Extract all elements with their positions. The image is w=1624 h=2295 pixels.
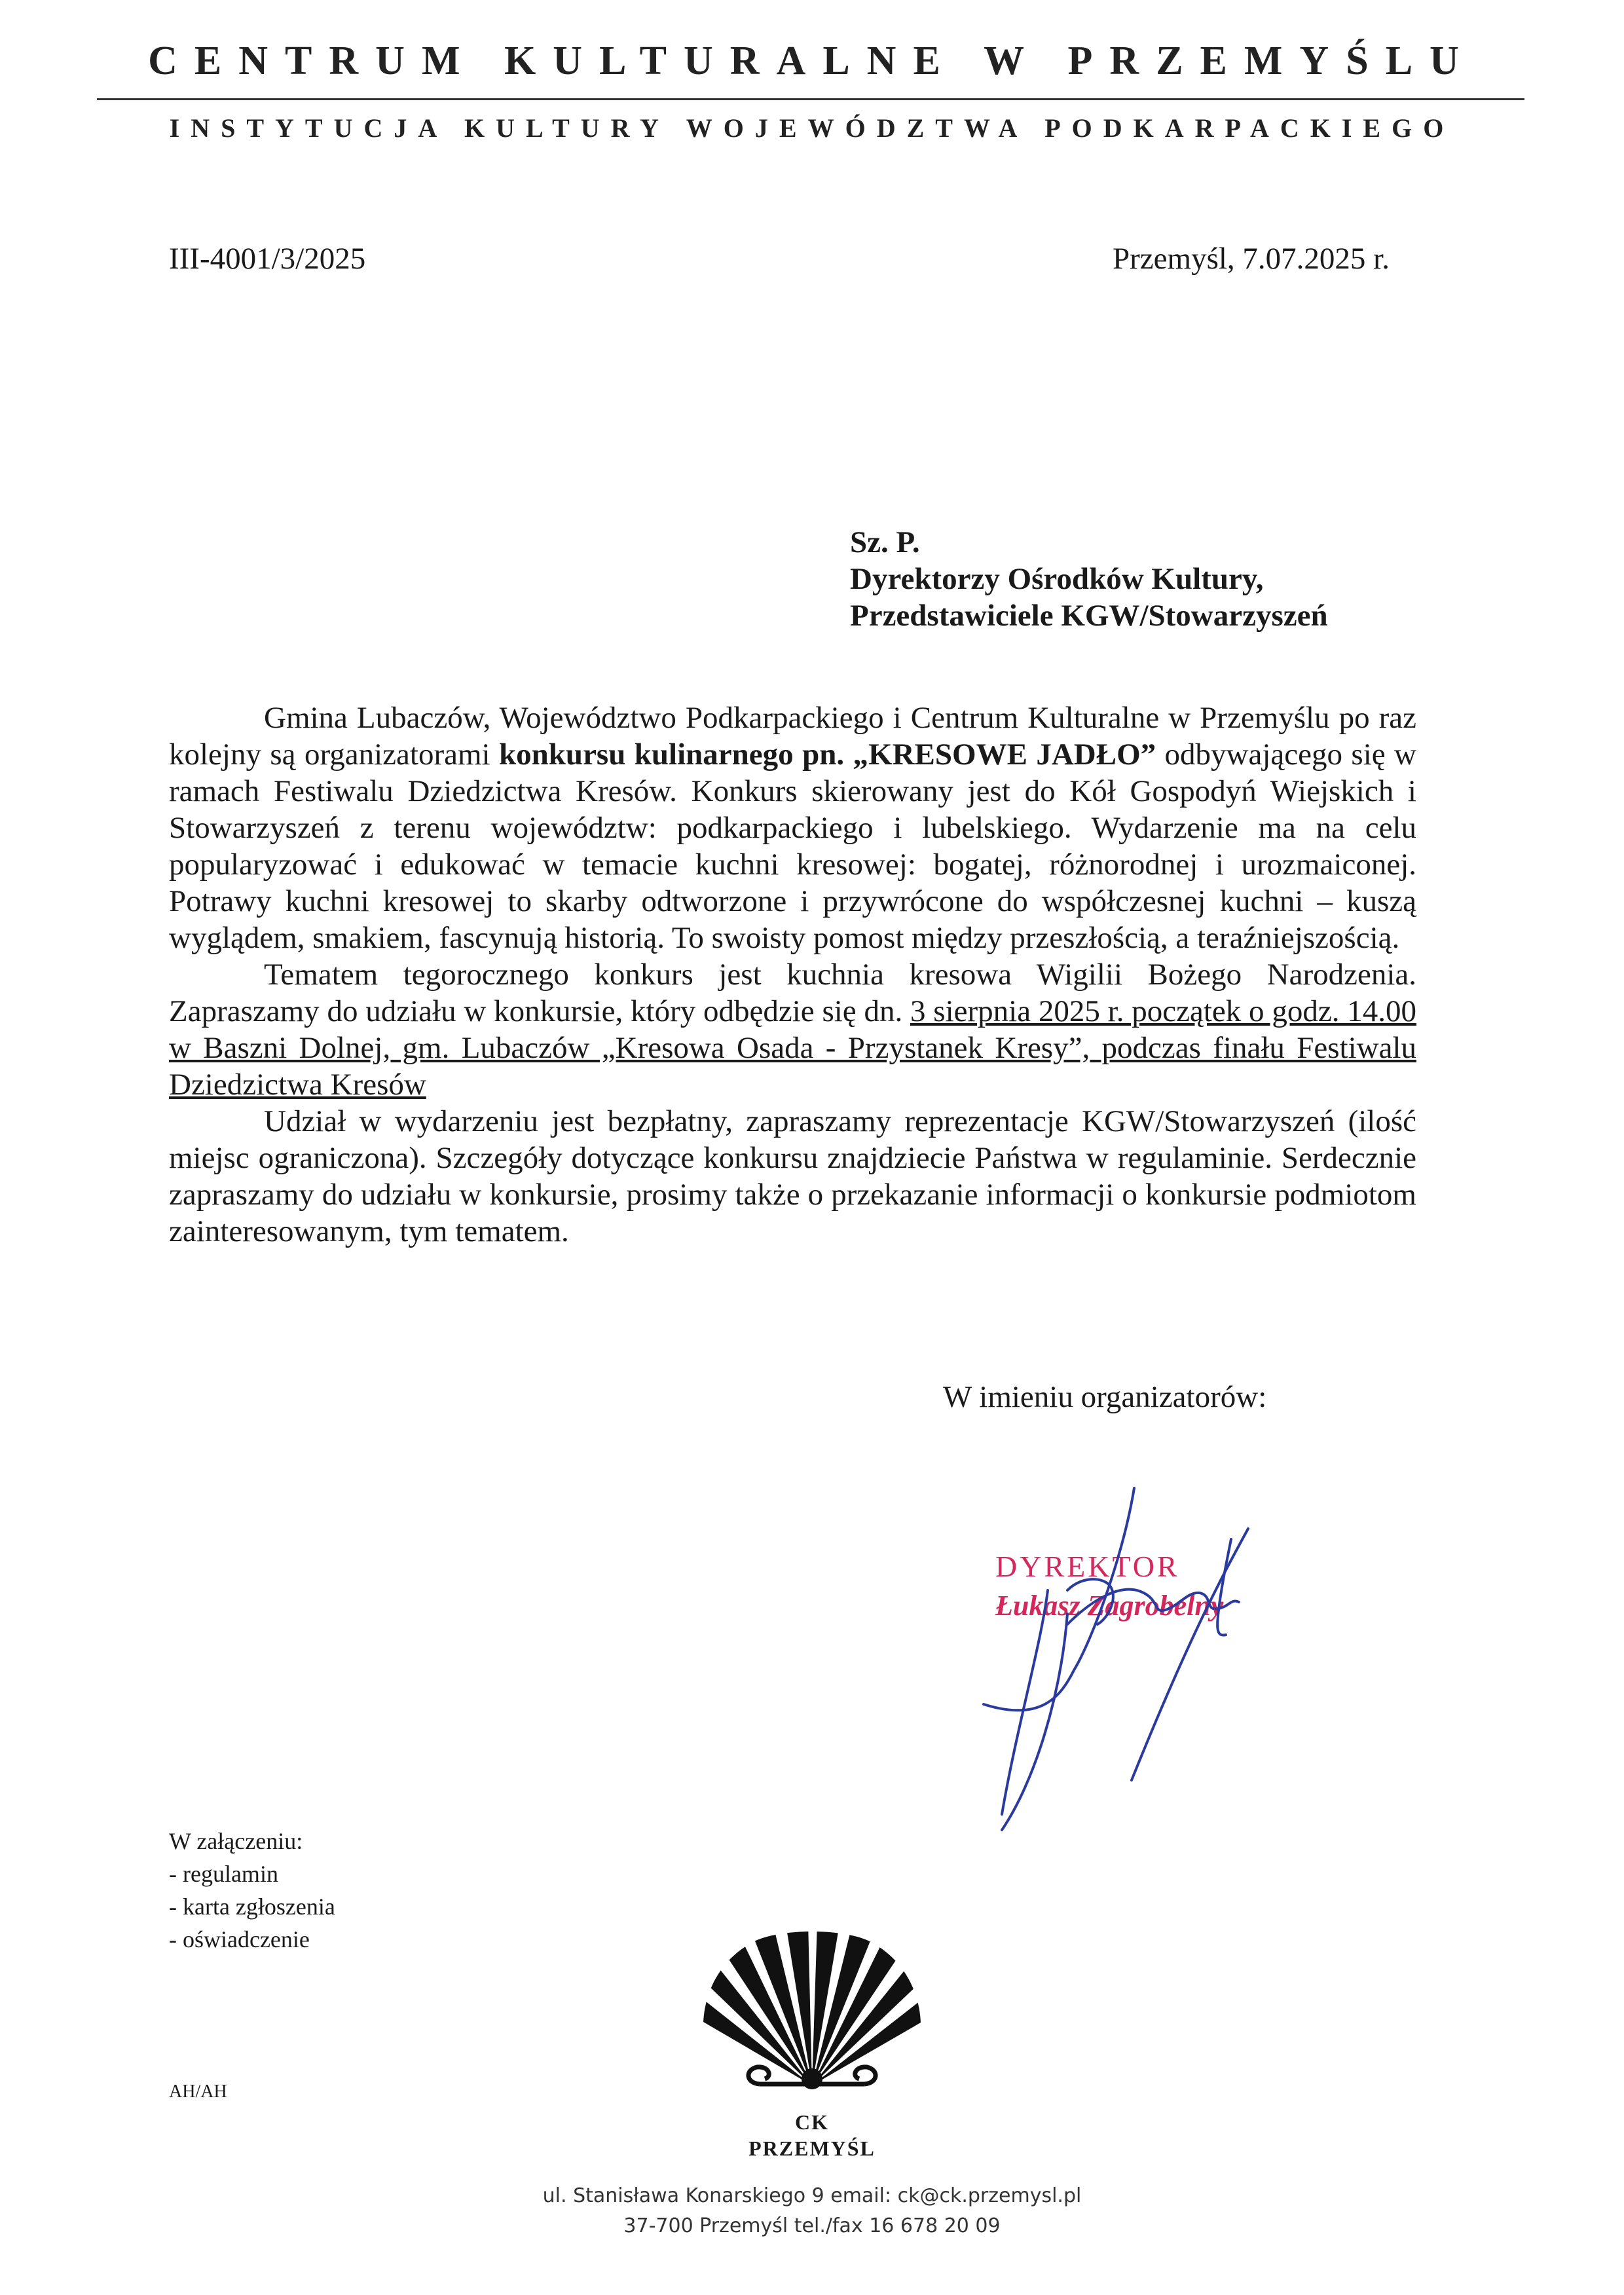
attachments-title: W załączeniu:: [169, 1828, 303, 1854]
attachment-item: - karta zgłoszenia: [169, 1894, 335, 1920]
footer-contact: [0, 2181, 1624, 2241]
addressee-salutation: Sz. P.: [850, 525, 920, 559]
paragraph-3: Udział w wydarzeniu jest bezpłatny, zapraszamy reprezentacje KGW/Stowarzyszeń (ilość miejsc ograniczona). Szczegóły dotyczące konkursu znajdziecie Państwa w regulaminie. Serdecznie zapraszamy do udziału w konkursie, prosimy także o przekazanie informacji o konkursie podmiotom zainteresowanym, tym tematem.: [169, 1104, 1416, 1248]
attachment-item: - oświadczenie: [169, 1926, 310, 1952]
header-divider: [97, 98, 1524, 100]
addressee-line-2: Przedstawiciele KGW/Stowarzyszeń: [850, 599, 1328, 633]
paragraph-2-start: Tematem tegorocznego konkurs jest kuchnia kresowa Wigilii Bożego Narodzenia. Zapraszamy do udziału w konkursie, który odbędzie się dn.: [169, 958, 1416, 1028]
logo-text-city: PRZEMYŚL: [748, 2136, 876, 2160]
logo-text-ck: CK: [795, 2110, 829, 2134]
paragraph-2: [169, 956, 1416, 1103]
logo-text: [0, 2109, 1624, 2161]
attachments: [169, 1825, 335, 1956]
letter-body: [169, 700, 1416, 1250]
stamp-title: DYREKTOR: [995, 1550, 1180, 1583]
closing-text: W imieniu organizatorów:: [943, 1380, 1267, 1414]
contest-name: konkursu kulinarnego pn. „KRESOWE JADŁO”: [499, 737, 1156, 772]
place-date: Przemyśl, 7.07.2025 r.: [1113, 242, 1390, 276]
handwritten-signature: [969, 1474, 1310, 1840]
footer-address-email: ul. Stanisława Konarskiego 9 email: ck@ck.przemysl.pl: [542, 2184, 1082, 2207]
author-initials: AH/AH: [169, 2081, 227, 2102]
paragraph-1-rest: odbywającego się w ramach Festiwalu Dziedzictwa Kresów. Konkurs skierowany jest do Kół Gospodyń Wiejskich i Stowarzyszeń z terenu województw: podkarpackiego i lubelskiego. Wydarzenie ma na celu popularyzować i edukować w temacie kuchni kresowej: bogatej, różnorodnej i urozmaiconej. Potrawy kuchni kresowej to skarby odtworzone i przywrócone do współczesnej kuchni – kuszą wyglądem, smakiem, fascynują historią. To swoisty pomost między przeszłością, a teraźniejszością.: [169, 737, 1416, 955]
attachment-item: - regulamin: [169, 1861, 278, 1887]
addressee: [850, 524, 1328, 634]
footer-city-phone: 37-700 Przemyśl tel./fax 16 678 20 09: [623, 2214, 1001, 2237]
event-details: 3 sierpnia 2025 r. początek o godz. 14.00 w Baszni Dolnej, gm. Lubaczów „Kresowa Osada - Przystanek Kresy”, podczas finału Festiwalu Dziedzictwa Kresów: [169, 994, 1417, 1102]
shell-logo-icon: [682, 1919, 942, 2102]
stamp-name: Łukasz Zagrobelny: [995, 1590, 1224, 1622]
institution-name: CENTRUM KULTURALNE W PRZEMYŚLU: [148, 39, 1476, 83]
institution-subtitle: INSTYTUCJA KULTURY WOJEWÓDZTWA PODKARPACKIEGO: [169, 113, 1455, 143]
reference-number: III-4001/3/2025: [169, 242, 366, 276]
paragraph-1-start: Gmina Lubaczów, Województwo Podkarpackiego i Centrum Kulturalne w Przemyślu po raz kolejny są organizatorami: [169, 701, 1416, 772]
paragraph-1: [169, 700, 1416, 956]
addressee-line-1: Dyrektorzy Ośrodków Kultury,: [850, 562, 1264, 596]
